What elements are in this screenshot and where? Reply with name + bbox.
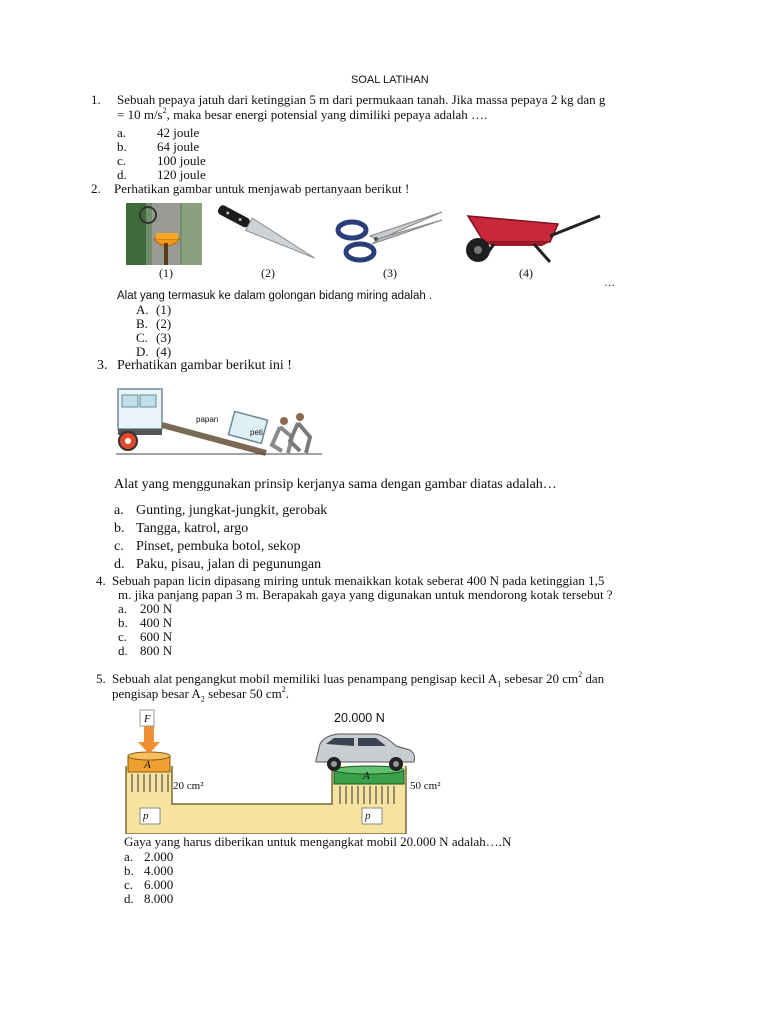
q1-option-b: b. 64 joule: [117, 139, 200, 154]
q2-option-b: B. (2): [136, 316, 172, 331]
q2-caption-4: (4): [519, 266, 533, 280]
q1-option-c: c. 100 joule: [117, 153, 206, 168]
q5-question: Gaya yang harus diberikan untuk mengangkat mobil 20.000 N adalah….N: [124, 834, 512, 849]
q5-number: 5.: [96, 671, 106, 686]
q5-option-c: c. 6.000: [124, 877, 174, 892]
q4-option-c: c. 600 N: [118, 629, 173, 644]
q3-option-b: b. Tangga, katrol, argo: [114, 521, 249, 536]
wheelbarrow-image: [454, 206, 602, 266]
fig-force-label: F: [144, 713, 151, 725]
q5-option-a: a. 2.000: [124, 849, 174, 864]
q2-option-a: A. (1): [136, 302, 172, 317]
q5-option-b: b. 4.000: [124, 863, 174, 878]
q4-option-d: d. 800 N: [118, 643, 173, 658]
fig-p2-label: p: [365, 810, 371, 822]
q4-text-line2: m. jika panjang papan 3 m. Berapakah gaya yang digunakan untuk mendorong kotak tersebut ?: [118, 587, 613, 602]
q2-caption-2: (2): [261, 266, 275, 280]
q1-text-line1: Sebuah pepaya jatuh dari ketinggian 5 m dari permukaan tanah. Jika massa pepaya 2 kg dan g: [117, 92, 606, 107]
q5-option-d: d. 8.000: [124, 891, 174, 906]
q2-caption-3: (3): [383, 266, 397, 280]
q2-text: Perhatikan gambar untuk menjawab pertanyaan berikut !: [114, 181, 410, 196]
q3-text: Perhatikan gambar berikut ini !: [117, 358, 292, 373]
fig-area2-label: 50 cm²: [410, 780, 441, 792]
q2-option-c: C. (3): [136, 330, 172, 345]
fig-label-papan: papan: [196, 415, 219, 424]
fig-area1-label: 20 cm²: [173, 780, 204, 792]
q3-number: 3.: [97, 358, 108, 373]
q4-option-a: a. 200 N: [118, 601, 173, 616]
hydraulic-lift-image: [120, 708, 460, 834]
fig-a2-label: A: [363, 770, 370, 782]
q4-option-b: b. 400 N: [118, 615, 173, 630]
q4-number: 4.: [96, 573, 106, 588]
fig-p1-label: p: [143, 810, 149, 822]
knife-image: [208, 205, 326, 265]
q2-caption-1: (1): [159, 266, 173, 280]
page-title: SOAL LATIHAN: [351, 74, 429, 86]
q3-option-d: d. Paku, pisau, jalan di pegunungan: [114, 557, 322, 572]
q2-question: Alat yang termasuk ke dalam golongan bidang miring adalah .: [117, 290, 433, 302]
q1-option-a: a. 42 joule: [117, 125, 200, 140]
q2-number: 2.: [91, 181, 101, 196]
q4-text-line1: Sebuah papan licin dipasang miring untuk menaikkan kotak seberat 400 N pada ketinggian 1,5: [112, 573, 605, 588]
q3-option-a: a. Gunting, jungkat-jungkit, gerobak: [114, 503, 328, 518]
fig-weight-label: 20.000 N: [334, 711, 385, 725]
q2-ellipsis: …: [604, 277, 615, 289]
q1-option-d: d. 120 joule: [117, 167, 206, 182]
q5-text-line1: Sebuah alat pengangkut mobil memiliki luas penampang pengisap kecil $A_1$ sebesar 20 $cm^2$ dan: [112, 670, 605, 689]
scissors-image: [334, 206, 444, 264]
q3-question: Alat yang menggunakan prinsip kerjanya sama dengan gambar diatas adalah…: [114, 477, 557, 492]
q3-option-c: c. Pinset, pembuka botol, sekop: [114, 539, 301, 554]
q5-text-line2: pengisap besar $A_2$ sebesar 50 $cm^2$.: [112, 685, 289, 704]
q1-text-line2: = 10 $m/s^2$, maka besar energi potensial yang dimiliki pepaya adalah ….: [117, 106, 488, 122]
fig-label-peti: peti: [250, 428, 263, 437]
q1-number: 1.: [91, 92, 101, 107]
papaya-picker-image: [126, 203, 202, 265]
q2-option-d: D. (4): [136, 344, 172, 359]
fig-a1-label: A: [144, 759, 151, 771]
inclined-plane-image: [116, 385, 322, 457]
